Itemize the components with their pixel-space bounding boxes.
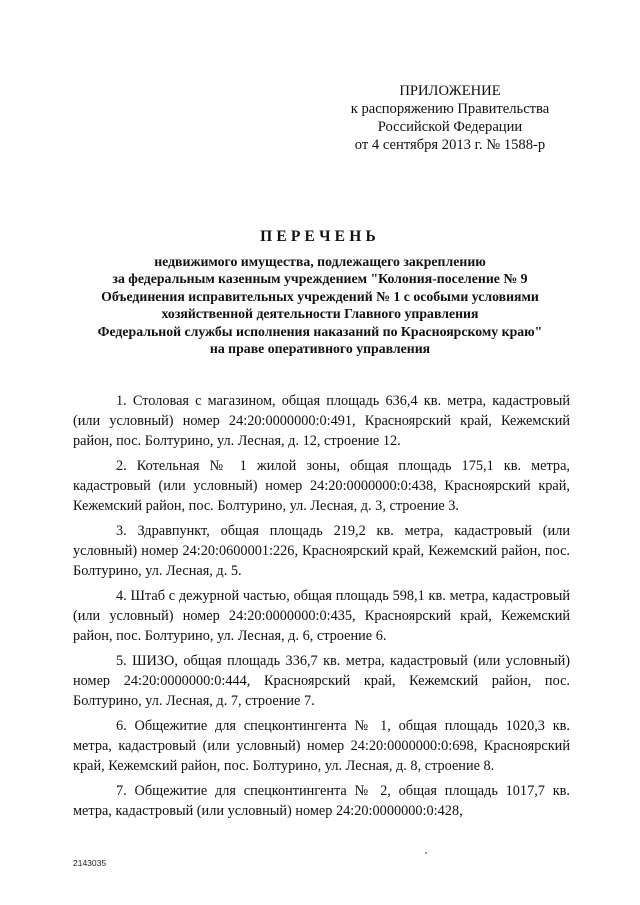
property-list xyxy=(73,391,570,826)
appendix-ref-line: к распоряжению Правительства xyxy=(350,101,550,117)
subtitle-line: за федеральным казенным учреждением "Колония-поселение № 9 xyxy=(112,271,528,287)
document-title: ПЕРЕЧЕНЬ xyxy=(260,228,380,245)
list-item: 5. ШИЗО, общая площадь 336,7 кв. метра, кадастровый (или условный) номер 24:20:0000000:0:444, Красноярский край, Кежемский район, пос. Болтурино, ул. Лесная, д. 7, строение 7. xyxy=(73,653,570,709)
subtitle-line: на праве оперативного управления xyxy=(209,341,431,357)
subtitle-line: Федеральной службы исполнения наказаний по Красноярскому краю" xyxy=(97,323,543,339)
list-item: 7. Общежитие для спецконтингента № 2, общая площадь 1017,7 кв. метра, кадастровый (или условный) номер 24:20:0000000:0:428, xyxy=(73,783,570,819)
subtitle-line: недвижимого имущества, подлежащего закреплению xyxy=(154,254,486,269)
appendix-ref-line: Российской Федерации xyxy=(377,119,523,135)
document-code: 2143035 xyxy=(73,858,107,868)
document-subtitle xyxy=(40,253,600,357)
scan-speck xyxy=(425,852,427,854)
subtitle-line: Объединения исправительных учреждений № 1 с особыми условиями xyxy=(101,288,539,304)
appendix-date-line: от 4 сентября 2013 г. № 1588-р xyxy=(354,137,546,153)
appendix-header xyxy=(330,82,570,154)
list-item: 4. Штаб с дежурной частью, общая площадь 598,1 кв. метра, кадастровый (или условный) номер 24:20:0000000:0:435, Красноярский край, Кежемский район, пос. Болтурино, ул. Лесная, д. 6, строение 6. xyxy=(73,588,570,644)
list-item: 2. Котельная № 1 жилой зоны, общая площадь 175,1 кв. метра, кадастровый (или условный) номер 24:20:0000000:0:438, Красноярский край, Кежемский район, пос. Болтурино, ул. Лесная, д. 3, строение 3. xyxy=(73,458,570,514)
list-item: 6. Общежитие для спецконтингента № 1, общая площадь 1020,3 кв. метра, кадастровый (или условный) номер 24:20:0000000:0:698, Красноярский край, Кежемский район, пос. Болтурино, ул. Лесная, д. 8, строение 8. xyxy=(73,718,570,774)
subtitle-line: хозяйственной деятельности Главного управления xyxy=(161,306,479,322)
list-item: 1. Столовая с магазином, общая площадь 636,4 кв. метра, кадастровый (или условный) номер 24:20:0000000:0:491, Красноярский край, Кежемский район, пос. Болтурино, ул. Лесная, д. 12, строение 12. xyxy=(73,393,570,449)
appendix-title: ПРИЛОЖЕНИЕ xyxy=(399,83,501,99)
list-item: 3. Здравпункт, общая площадь 219,2 кв. метра, кадастровый (или условный) номер 24:20:0600001:226, Красноярский край, Кежемский район, пос. Болтурино, ул. Лесная, д. 5. xyxy=(73,523,570,579)
